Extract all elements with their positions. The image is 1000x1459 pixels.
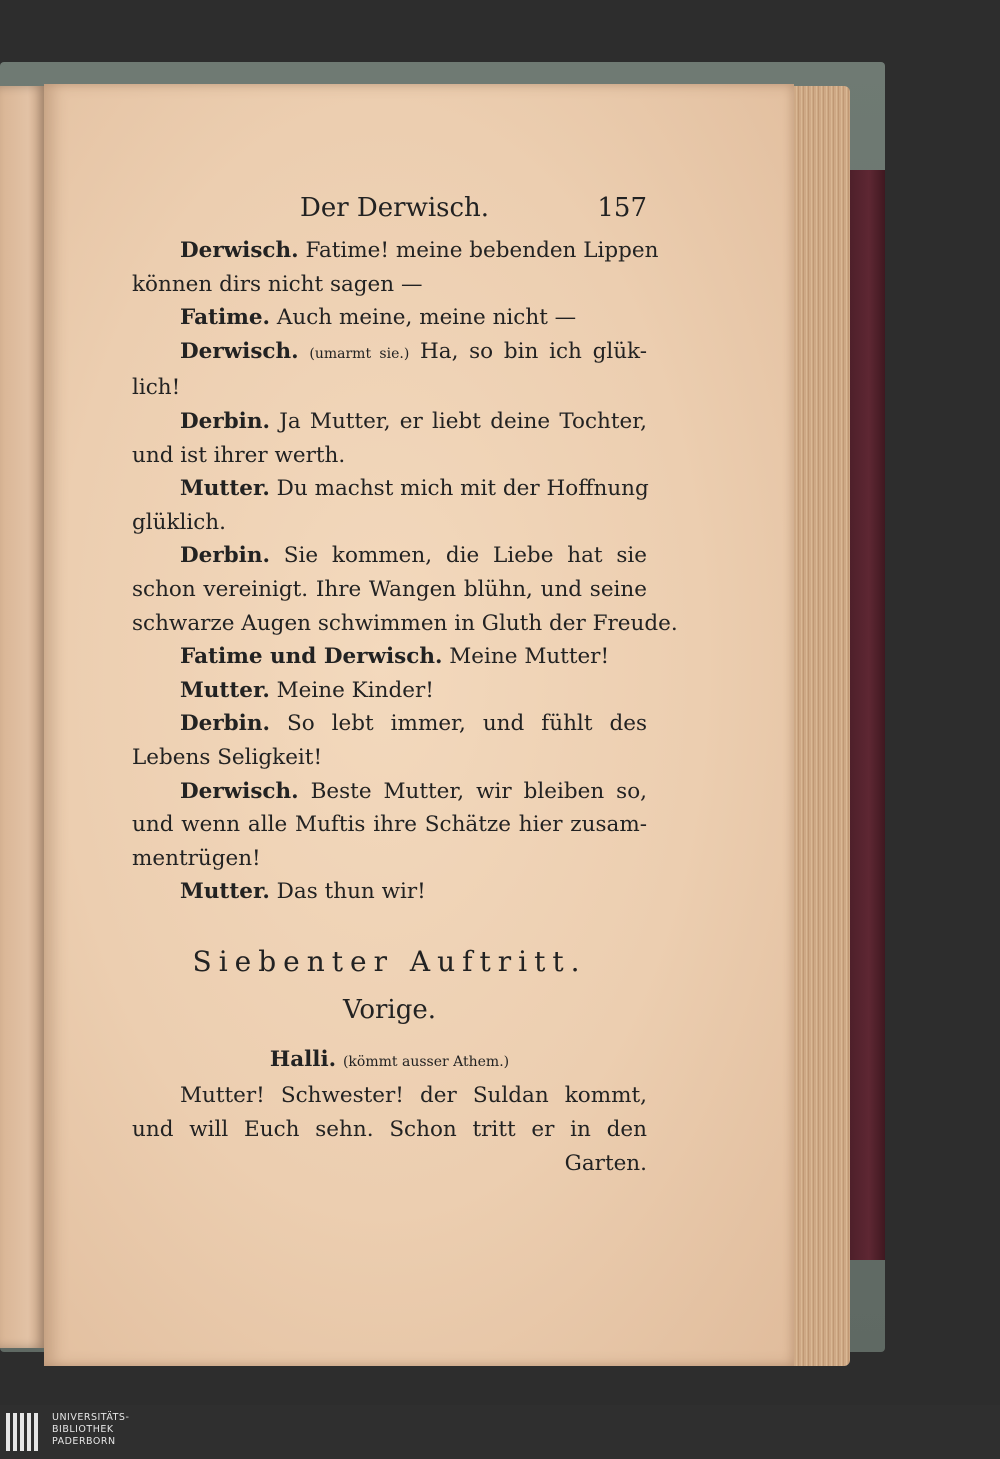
- line-text: Du machst mich mit der Hoffnung: [276, 476, 649, 502]
- line-text: Lebens Seligkeit!: [132, 744, 323, 770]
- dialogue-line: [132, 842, 647, 876]
- scene-characters: Vorige.: [342, 994, 437, 1025]
- dialogue-line: [132, 1079, 647, 1113]
- library-name-line: UNIVERSITÄTS-: [52, 1412, 130, 1423]
- line-text: Garten.: [564, 1150, 647, 1176]
- dialogue-line: [132, 1147, 647, 1181]
- line-text: Fatime! meine bebenden Lippen: [305, 238, 659, 263]
- line-text: Auch meine, meine nicht —: [276, 305, 577, 331]
- dialogue-line: [132, 808, 647, 842]
- speaker: Mutter.: [180, 879, 270, 905]
- running-head: Der Derwisch.: [300, 193, 490, 223]
- speaker: Derbin.: [180, 711, 270, 737]
- line-text: Das thun wir!: [276, 879, 426, 905]
- stage-direction: (kömmt ausser Athem.): [342, 1053, 510, 1070]
- line-text: schwarze Augen schwimmen in Gluth der Freude.: [132, 610, 678, 636]
- line-text: Mutter! Schwester! der Suldan kommt,: [180, 1083, 647, 1109]
- line-text: Beste Mutter, wir bleiben so,: [310, 778, 647, 804]
- dialogue-line: [132, 573, 647, 607]
- speaker: Derwisch.: [180, 778, 299, 804]
- line-text: und wenn alle Muftis ihre Schätze hier zusam-: [132, 812, 647, 838]
- speaker: Derwisch.: [180, 238, 299, 263]
- dialogue-line: [132, 539, 647, 573]
- dialogue-line: [132, 472, 647, 506]
- dialogue-line: [132, 607, 678, 641]
- library-stamp: [787, 600, 817, 790]
- dialogue-line: [132, 301, 647, 335]
- line-text: und ist ihrer werth.: [132, 442, 346, 468]
- line-text: schon vereinigt. Ihre Wangen blühn, und seine: [132, 576, 647, 602]
- line-text: können dirs nicht sagen —: [132, 271, 423, 297]
- dialogue-line: [132, 875, 647, 909]
- line-text: Sie kommen, die Liebe hat sie: [283, 543, 647, 569]
- dialogue-line: [132, 405, 647, 439]
- book-spine-binding: [845, 170, 885, 1260]
- dialogue-line: [132, 506, 647, 540]
- line-text: lich!: [132, 375, 181, 401]
- library-name: [52, 1412, 129, 1448]
- line-text: mentrügen!: [132, 845, 261, 871]
- library-name-line: BIBLIOTHEK: [52, 1424, 114, 1435]
- line-text: Meine Kinder!: [276, 677, 434, 703]
- dialogue-line: [132, 640, 647, 674]
- dialogue-line: [132, 674, 647, 708]
- entry-line: [132, 1043, 647, 1080]
- dialogue-line: [132, 439, 647, 473]
- dialogue-line: [132, 234, 659, 268]
- stage-direction: (umarmt sie.): [309, 345, 410, 362]
- dialogue-line: [132, 1113, 647, 1147]
- library-logo-icon: [6, 1413, 44, 1451]
- speaker: Fatime.: [180, 305, 271, 331]
- scene-title: Siebenter Auftritt.: [192, 944, 587, 978]
- line-text: Ja Mutter, er liebt deine Tochter,: [279, 408, 647, 434]
- dialogue-line: [132, 775, 647, 809]
- page-text: [132, 190, 678, 1180]
- page-number: 157: [597, 193, 647, 223]
- line-text: glüklich.: [132, 509, 226, 535]
- dialogue-line: [132, 335, 647, 372]
- line-text: und will Euch sehn. Schon tritt er in den: [132, 1117, 647, 1143]
- page-header: [132, 190, 647, 234]
- left-page-edge: [0, 86, 46, 1348]
- speaker: Derbin.: [180, 408, 270, 434]
- dialogue-line: [132, 371, 647, 405]
- speaker: Mutter.: [180, 677, 270, 703]
- line-text: So lebt immer, und fühlt des: [286, 711, 647, 737]
- dialogue-line: [132, 268, 647, 302]
- dialogue-line: [132, 707, 647, 741]
- speaker: Fatime und Derwisch.: [180, 644, 443, 670]
- library-name-line: PADERBORN: [52, 1436, 116, 1447]
- line-text: Meine Mutter!: [449, 644, 610, 670]
- speaker: Halli.: [269, 1046, 337, 1072]
- line-text: Ha, so bin ich glük-: [420, 338, 647, 364]
- speaker: Derwisch.: [180, 338, 299, 364]
- library-footer: [0, 1405, 1000, 1459]
- speaker: Derbin.: [180, 543, 270, 569]
- speaker: Mutter.: [180, 476, 270, 502]
- dialogue-line: [132, 741, 647, 775]
